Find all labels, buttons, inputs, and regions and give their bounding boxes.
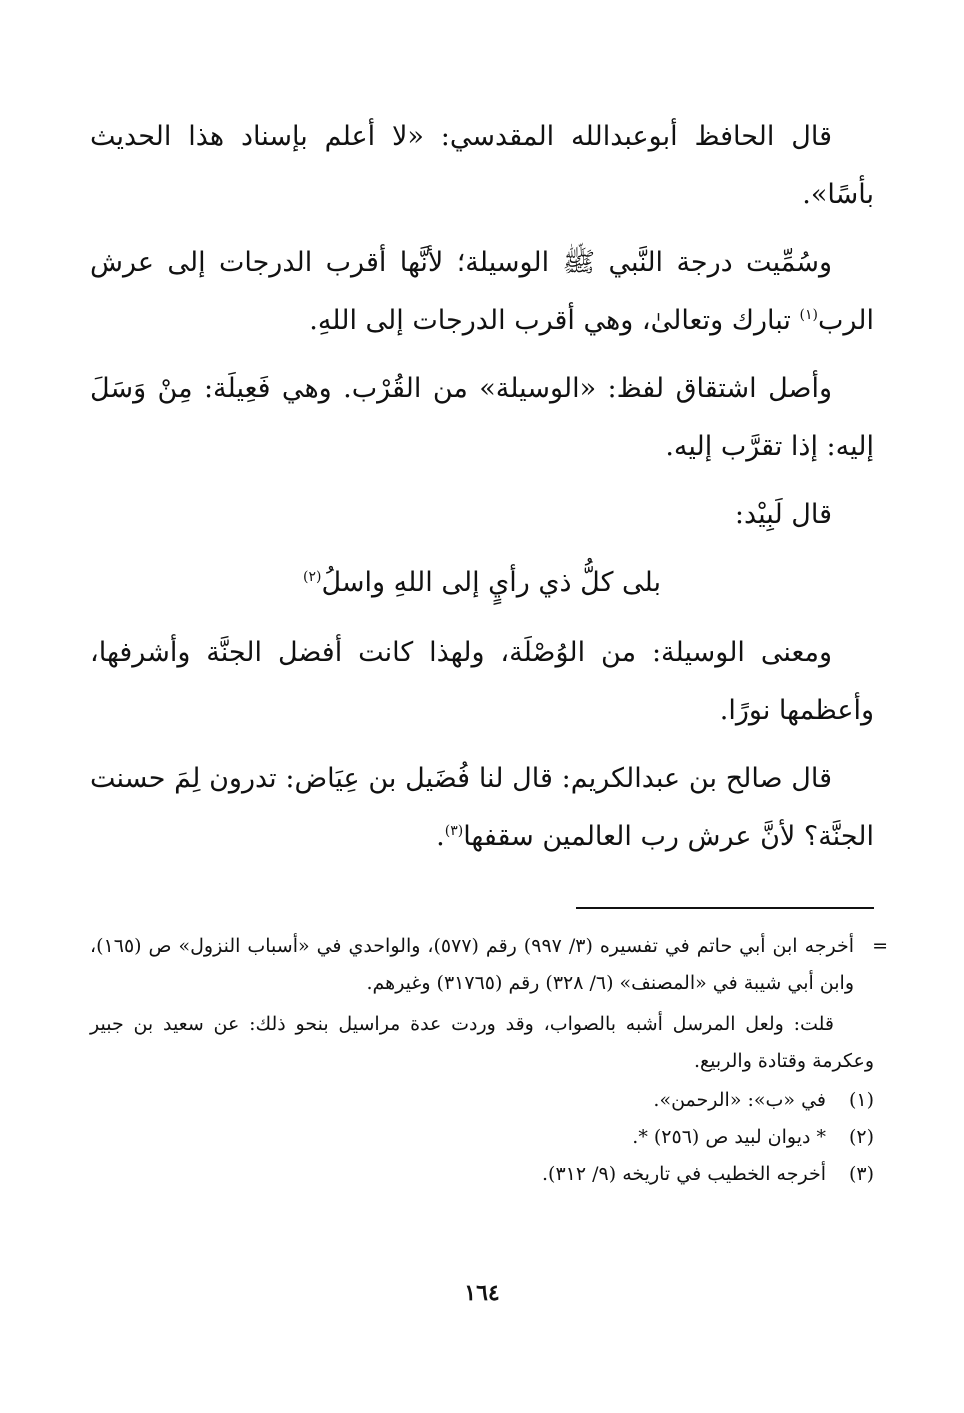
- footnote-continuation-text: أخرجه ابن أبي حاتم في تفسيره (٣/ ٩٩٧) رقم (٥٧٧)، والواحدي في «أسباب النزول» ص (١٦٥)، وابن أبي شيبة في «المصنف» (٦/ ٣٢٨) رقم (٣١٧٦٥) وغيرهم.: [90, 935, 855, 994]
- footnote-number: (٣): [848, 1163, 874, 1185]
- footnote-divider: [576, 907, 874, 909]
- footnotes-section: [90, 928, 888, 1193]
- footnote-3: [90, 1156, 874, 1193]
- paragraph-2-part-2: تبارك وتعالىٰ، وهي أقرب الدرجات إلى اللهِ.: [309, 305, 800, 336]
- page-number: ١٦٤: [464, 1280, 500, 1306]
- footnote-ref-1[interactable]: (١): [799, 307, 818, 323]
- paragraph-6-text: قال صالح بن عبدالكريم: قال لنا فُضَيل بن عِيَاض: تدرون لِمَ حسنت الجنَّة؟ لأنَّ عرش رب العالمين سقفها: [90, 763, 874, 852]
- footnote-1: [90, 1082, 874, 1119]
- poem-verse: [90, 554, 874, 612]
- footnote-ref-2[interactable]: (٢): [302, 569, 322, 585]
- paragraph-5: ومعنى الوسيلة: من الوُصْلَة، ولهذا كانت أفضل الجنَّة وأشرفها، وأعظمها نورًا.: [90, 637, 874, 726]
- paragraph-3: وأصل اشتقاق لفظ: «الوسيلة» من القُرْب. وهي فَعِيلَة: مِنْ وَسَلَ إليه: إذا تقرَّب إليه.: [90, 373, 874, 462]
- paragraph-6-end: .: [436, 821, 445, 852]
- footnote-text: * ديوان لبيد ص (٢٥٦) *.: [632, 1126, 826, 1148]
- footnote-ref-3[interactable]: (٣): [444, 823, 464, 839]
- footnote-number: (٢): [848, 1126, 874, 1148]
- footnote-number: (١): [848, 1089, 874, 1111]
- paragraph-2-part-1: وسُمِّيت درجة النَّبي ﷺ الوسيلة؛ لأنَّها أقرب الدرجات إلى عرش الرب: [90, 247, 874, 336]
- footnote-text: أخرجه الخطيب في تاريخه (٩/ ٣١٢).: [542, 1163, 826, 1185]
- paragraph-1: قال الحافظ أبوعبدالله المقدسي: «لا أعلم بإسناد هذا الحديث بأسًا».: [90, 121, 874, 210]
- footnote-text: في «ب»: «الرحمن».: [653, 1089, 826, 1111]
- main-text: [90, 108, 874, 876]
- footnote-2: [90, 1119, 874, 1156]
- footnote-continuation: [90, 928, 888, 1002]
- continuation-mark: =: [872, 935, 888, 957]
- verse-text: بلى كلُّ ذي رأيٍ إلى اللهِ واسلُ: [321, 567, 662, 598]
- footnote-editor-note: قلت: ولعل المرسل أشبه بالصواب، وقد وردت عدة مراسيل بنحو ذلك: عن سعيد بن جبير وعكرمة وقتادة والربيع.: [90, 1013, 874, 1072]
- paragraph-6: [90, 750, 874, 866]
- paragraph-4: قال لَبِيْد:: [734, 499, 832, 530]
- paragraph-2: [90, 234, 874, 350]
